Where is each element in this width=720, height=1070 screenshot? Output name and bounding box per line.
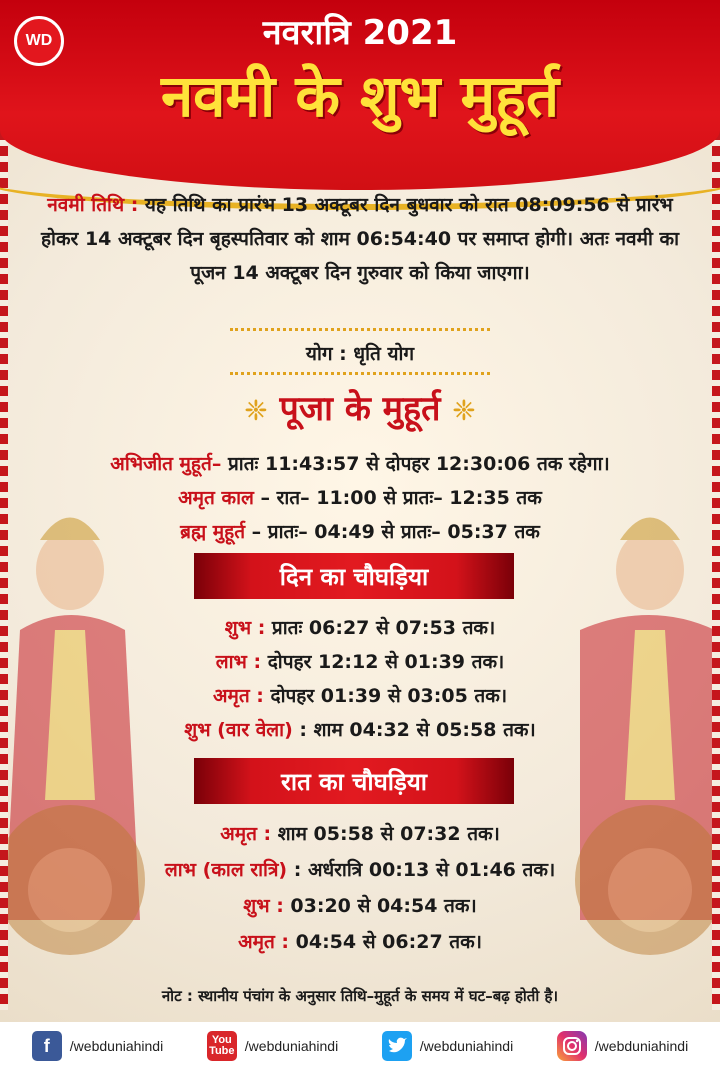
night-choghadiya-banner: रात का चौघड़िया [194,758,514,804]
choghadiya-label: शुभ (वार वेला) [184,719,293,741]
youtube-icon [207,1031,237,1061]
page-title: नवमी के शुभ मुहूर्त [160,62,560,130]
choghadiya-line [0,648,720,674]
muhurat-text: – प्रातः– 04:49 से प्रातः– 05:37 तक [245,521,540,543]
choghadiya-line [0,892,720,918]
muhurat-text: – रात– 11:00 से प्रातः– 12:35 तक [253,487,542,509]
choghadiya-label: अमृत : [212,685,264,707]
choghadiya-line [0,716,720,742]
muhurat-text: प्रातः 11:43:57 से दोपहर 12:30:06 तक रहेगा। [221,453,610,475]
choghadiya-label: शुभ : [243,895,284,917]
twitter-bird-icon [382,1031,412,1061]
ornament-icon: ❈ [244,394,268,427]
twitter-handle: /webduniahindi [419,1038,514,1054]
choghadiya-line [0,820,720,846]
choghadiya-label: शुभ : [224,617,266,639]
choghadiya-text: : शाम 04:32 से 05:58 तक। [292,719,536,741]
youtube-icon-top: You [211,1034,232,1046]
muhurat-label: ब्रह्म मुहूर्त [180,521,246,543]
facebook-icon: f [32,1031,62,1061]
choghadiya-text: : अर्धरात्रि 00:13 से 01:46 तक। [287,859,556,881]
choghadiya-text: दोपहर 12:12 से 01:39 तक। [261,651,505,673]
choghadiya-line [0,856,720,882]
instagram-icon [557,1031,587,1061]
social-footer [0,1022,720,1070]
choghadiya-text: 03:20 से 04:54 तक। [283,895,477,917]
divider-dotted [230,328,490,331]
choghadiya-label: लाभ : [215,651,262,673]
navami-tithi-label: नवमी तिथि : [47,194,139,216]
muhurat-label: अभिजीत मुहूर्त– [110,453,222,475]
header-subtitle: नवरात्रि 2021 [262,13,458,53]
choghadiya-text: 04:54 से 06:27 तक। [289,931,482,953]
ornament-icon: ❈ [452,394,476,427]
muhurat-line [0,484,720,510]
yoga-line: योग : धृति योग [305,343,415,365]
choghadiya-line [0,682,720,708]
choghadiya-line [0,614,720,640]
instagram-handle: /webduniahindi [594,1038,689,1054]
choghadiya-label: लाभ (काल रात्रि) [164,859,288,881]
choghadiya-text: दोपहर 01:39 से 03:05 तक। [263,685,508,707]
youtube-handle: /webduniahindi [244,1038,339,1054]
choghadiya-label: अमृत : [220,823,272,845]
puja-muhurat-heading [0,384,720,430]
facebook-link[interactable] [32,1031,163,1061]
twitter-link[interactable] [382,1031,513,1061]
footnote: नोट : स्थानीय पंचांग के अनुसार तिथि–मुहूर्त के समय में घट–बढ़ होती है। [161,987,559,1005]
puja-muhurat-title: पूजा के मुहूर्त [279,389,441,429]
facebook-handle: /webduniahindi [69,1038,164,1054]
youtube-link[interactable] [207,1031,338,1061]
youtube-icon-bottom: Tube [209,1045,235,1057]
choghadiya-text: शाम 05:58 से 07:32 तक। [271,823,500,845]
choghadiya-line [0,928,720,954]
instagram-link[interactable] [557,1031,688,1061]
muhurat-label: अमृत काल [178,487,254,509]
navami-tithi-paragraph [40,188,680,290]
webdunia-logo: WD [14,16,64,66]
choghadiya-text: प्रातः 06:27 से 07:53 तक। [265,617,496,639]
day-choghadiya-banner: दिन का चौघड़िया [194,553,514,599]
navami-tithi-text: यह तिथि का प्रारंभ 13 अक्टूबर दिन बुधवार को रात 08:09:56 से प्रारंभ होकर 14 अक्टूबर दिन बृहस्पतिवार को शाम 06:54:40 पर समाप्त होगी। अतः नवमी का पूजन 14 अक्टूबर दिन गुरुवार को किया जाएगा। [40,194,680,284]
divider-dotted [230,372,490,375]
muhurat-line [0,518,720,544]
muhurat-line [0,450,720,476]
choghadiya-label: अमृत : [238,931,290,953]
